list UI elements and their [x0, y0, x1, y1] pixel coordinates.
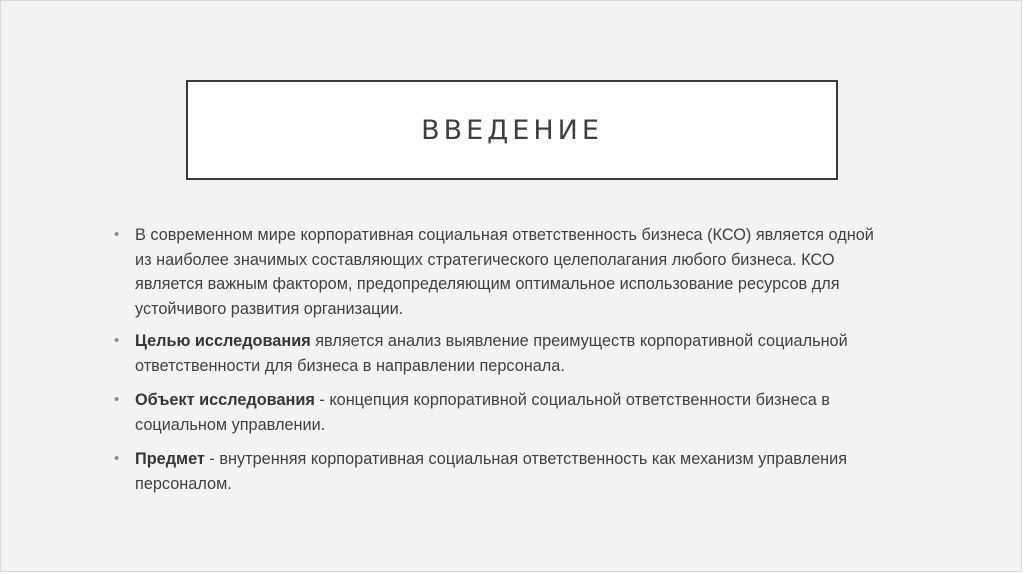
bullet-item-subject: [114, 447, 894, 496]
bullet-item-object: [114, 388, 894, 437]
bullet-bold-label: Целью исследования: [135, 332, 311, 350]
bullet-item-goal: [114, 329, 894, 378]
bullet-icon: •: [114, 391, 120, 408]
bullet-bold-label: Объект исследования: [135, 391, 315, 409]
bullet-text: В современном мире корпоративная социальная ответственность бизнеса (КСО) является одной из наиболее значимых составляющих стратегического целеполагания любого бизнеса. КСО является важным фактором, предопределяющим оптимальное использование ресурсов для устойчивого развития организации.: [135, 226, 874, 318]
bullet-text: - внутренняя корпоративная социальная ответственность как механизм управления персоналом.: [135, 450, 848, 493]
slide-title: ВВЕДЕНИЕ: [421, 114, 603, 146]
bullet-icon: •: [114, 450, 120, 467]
bullet-bold-label: Предмет: [135, 450, 205, 468]
bullet-text: - концепция корпоративной социальной ответственности бизнеса в социальном управлении.: [135, 391, 830, 434]
bullet-icon: •: [114, 332, 120, 349]
bullet-text: является анализ выявление преимуществ корпоративной социальной ответственности для бизнеса в направлении персонала.: [135, 332, 848, 375]
bullet-list: [114, 223, 894, 506]
bullet-icon: •: [114, 226, 120, 243]
title-box: [186, 80, 838, 180]
bullet-item-intro: [114, 223, 894, 321]
